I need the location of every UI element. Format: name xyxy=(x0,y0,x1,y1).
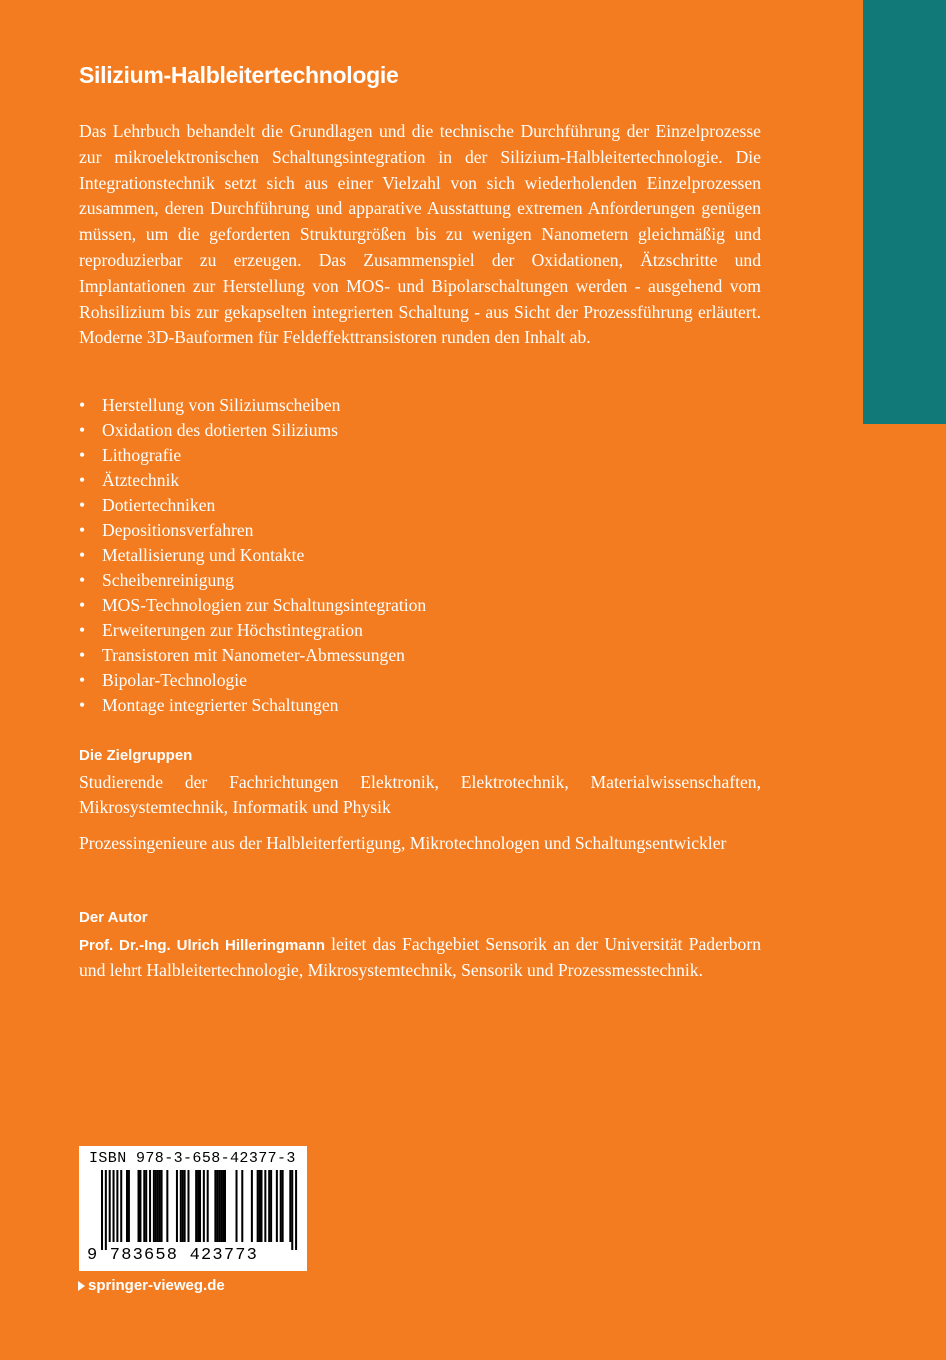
barcode-bar xyxy=(159,1170,161,1242)
barcode-bar xyxy=(291,1170,293,1250)
barcode-bar xyxy=(195,1170,197,1242)
barcode-bar xyxy=(101,1170,103,1250)
isbn-barcode xyxy=(79,1146,307,1271)
bullet-icon: • xyxy=(79,570,86,590)
barcode-bar xyxy=(153,1170,155,1242)
bullet-icon: • xyxy=(79,695,86,715)
barcode-bar xyxy=(260,1170,262,1242)
barcode-bar xyxy=(214,1170,216,1242)
barcode-bar xyxy=(289,1170,291,1242)
arrow-right-icon xyxy=(78,1281,85,1291)
bullet-icon: • xyxy=(79,495,86,515)
barcode-bar xyxy=(276,1170,278,1242)
barcode-bar xyxy=(207,1170,209,1242)
barcode-bar xyxy=(222,1170,224,1242)
list-item: • Metallisierung und Kontakte xyxy=(79,543,426,568)
barcode-bar xyxy=(241,1170,243,1242)
audience-paragraph-engineers: Prozessingenieure aus der Halbleiterfertigung, Mikrotechnologen und Schaltungsentwickler xyxy=(79,833,727,853)
accent-band xyxy=(863,0,946,424)
barcode-bar xyxy=(251,1170,253,1242)
bullet-icon: • xyxy=(79,470,86,490)
list-item: • Erweiterungen zur Höchstintegration xyxy=(79,618,426,643)
bullet-icon: • xyxy=(79,595,86,615)
barcode-bar xyxy=(264,1170,266,1242)
list-item: • Montage integrierter Schaltungen xyxy=(79,693,426,718)
bullet-icon: • xyxy=(79,620,86,640)
author-paragraph xyxy=(79,932,761,983)
audience-heading: Die Zielgruppen xyxy=(79,747,193,764)
list-item: • Transistoren mit Nanometer-Abmessungen xyxy=(79,643,426,668)
barcode-bar xyxy=(236,1170,238,1242)
barcode-bar xyxy=(161,1170,163,1242)
barcode-bar xyxy=(280,1170,282,1242)
barcode-bar xyxy=(224,1170,226,1242)
list-item: • Herstellung von Siliziumscheiben xyxy=(79,393,426,418)
barcode-bar xyxy=(113,1170,115,1242)
barcode-bar xyxy=(139,1170,141,1242)
barcode-bar xyxy=(155,1170,157,1242)
barcode-bar xyxy=(203,1170,205,1242)
author-bio: leitet das Fachgebiet Sensorik an der Universität Paderborn und lehrt Halbleitertechnologie, Mikrosystemtechnik, Sensorik und Prozessmesstechnik. xyxy=(79,934,761,980)
author-name: Prof. Dr.-Ing. Ulrich Hilleringmann xyxy=(79,937,326,954)
barcode-bar xyxy=(109,1170,111,1242)
bullet-icon: • xyxy=(79,670,86,690)
list-item: • Bipolar-Technologie xyxy=(79,668,426,693)
publisher-url: springer-vieweg.de xyxy=(88,1277,225,1294)
barcode-bar xyxy=(149,1170,151,1242)
bullet-icon: • xyxy=(79,445,86,465)
barcode-bar xyxy=(257,1170,259,1242)
isbn-label: ISBN 978-3-658-42377-3 xyxy=(89,1150,296,1167)
publisher-link[interactable] xyxy=(78,1277,225,1294)
barcode-bar xyxy=(218,1170,220,1242)
barcode-bar xyxy=(184,1170,186,1242)
author-heading: Der Autor xyxy=(79,909,148,926)
bullet-icon: • xyxy=(79,395,86,415)
list-item: • Lithografie xyxy=(79,443,426,468)
barcode-bar xyxy=(199,1170,201,1242)
barcode-bar xyxy=(176,1170,178,1242)
barcode-bar xyxy=(282,1170,284,1242)
list-item: • Scheibenreinigung xyxy=(79,568,426,593)
barcode-bar xyxy=(187,1170,189,1242)
audience-paragraph-students: Studierende der Fachrichtungen Elektronik, Elektrotechnik, Materialwissenschaften, Mikrosystemtechnik, Informatik und Physik xyxy=(79,772,761,817)
barcode-bar xyxy=(138,1170,140,1242)
list-item: • MOS-Technologien zur Schaltungsintegration xyxy=(79,593,426,618)
barcode-bar xyxy=(145,1170,147,1242)
barcode-bar xyxy=(105,1170,107,1250)
book-title: Silizium-Halbleitertechnologie xyxy=(79,62,399,88)
bullet-icon: • xyxy=(79,545,86,565)
list-item: • Dotiertechniken xyxy=(79,493,426,518)
barcode-bar xyxy=(126,1170,128,1242)
list-item: • Depositionsverfahren xyxy=(79,518,426,543)
barcode-bar xyxy=(128,1170,130,1242)
barcode-bar xyxy=(157,1170,159,1242)
barcode-bar xyxy=(270,1170,272,1242)
barcode-bar xyxy=(295,1170,297,1250)
barcode-digits: 9 783658 423773 xyxy=(87,1246,259,1265)
list-item: • Ätztechnik xyxy=(79,468,426,493)
bullet-icon: • xyxy=(79,645,86,665)
list-item: • Oxidation des dotierten Siliziums xyxy=(79,418,426,443)
bullet-icon: • xyxy=(79,520,86,540)
barcode-bar xyxy=(120,1170,122,1242)
barcode-bar xyxy=(143,1170,145,1242)
intro-paragraph: Das Lehrbuch behandelt die Grundlagen und die technische Durchführung der Einzelprozesse zur mikroelektronischen Schaltungsintegration in der Silizium-Halbleitertechnologie. Die Integrationstechnik setzt sich aus einer Vielzahl von sich wiederholenden Einzelprozessen zusammen, deren Durchführung und apparative Ausstattung extremen Anforderungen genügen müssen, um die geforderten Strukturgrößen bis zu wenigen Nanometern gleichmäßig und reproduzierbar zu erzeugen. Das Zusammenspiel der Oxidationen, Ätzschritte und Implantationen zur Herstellung von MOS- und Bipolarschaltungen werden - ausgehend vom Rohsilizium bis zur gekapselten integrierten Schaltung - aus Sicht der Prozessführung erläutert. Moderne 3D-Bauformen für Feldeffekttransistoren runden den Inhalt ab. xyxy=(79,121,761,348)
barcode-bars-icon xyxy=(79,1170,307,1250)
barcode-bar xyxy=(116,1170,118,1242)
barcode-bar xyxy=(182,1170,184,1242)
barcode-bar xyxy=(216,1170,218,1242)
bullet-icon: • xyxy=(79,420,86,440)
barcode-bar xyxy=(180,1170,182,1242)
barcode-bar xyxy=(197,1170,199,1242)
barcode-bar xyxy=(268,1170,270,1242)
barcode-bar xyxy=(259,1170,261,1242)
barcode-bar xyxy=(166,1170,168,1242)
topics-list xyxy=(79,393,426,718)
barcode-bar xyxy=(220,1170,222,1242)
